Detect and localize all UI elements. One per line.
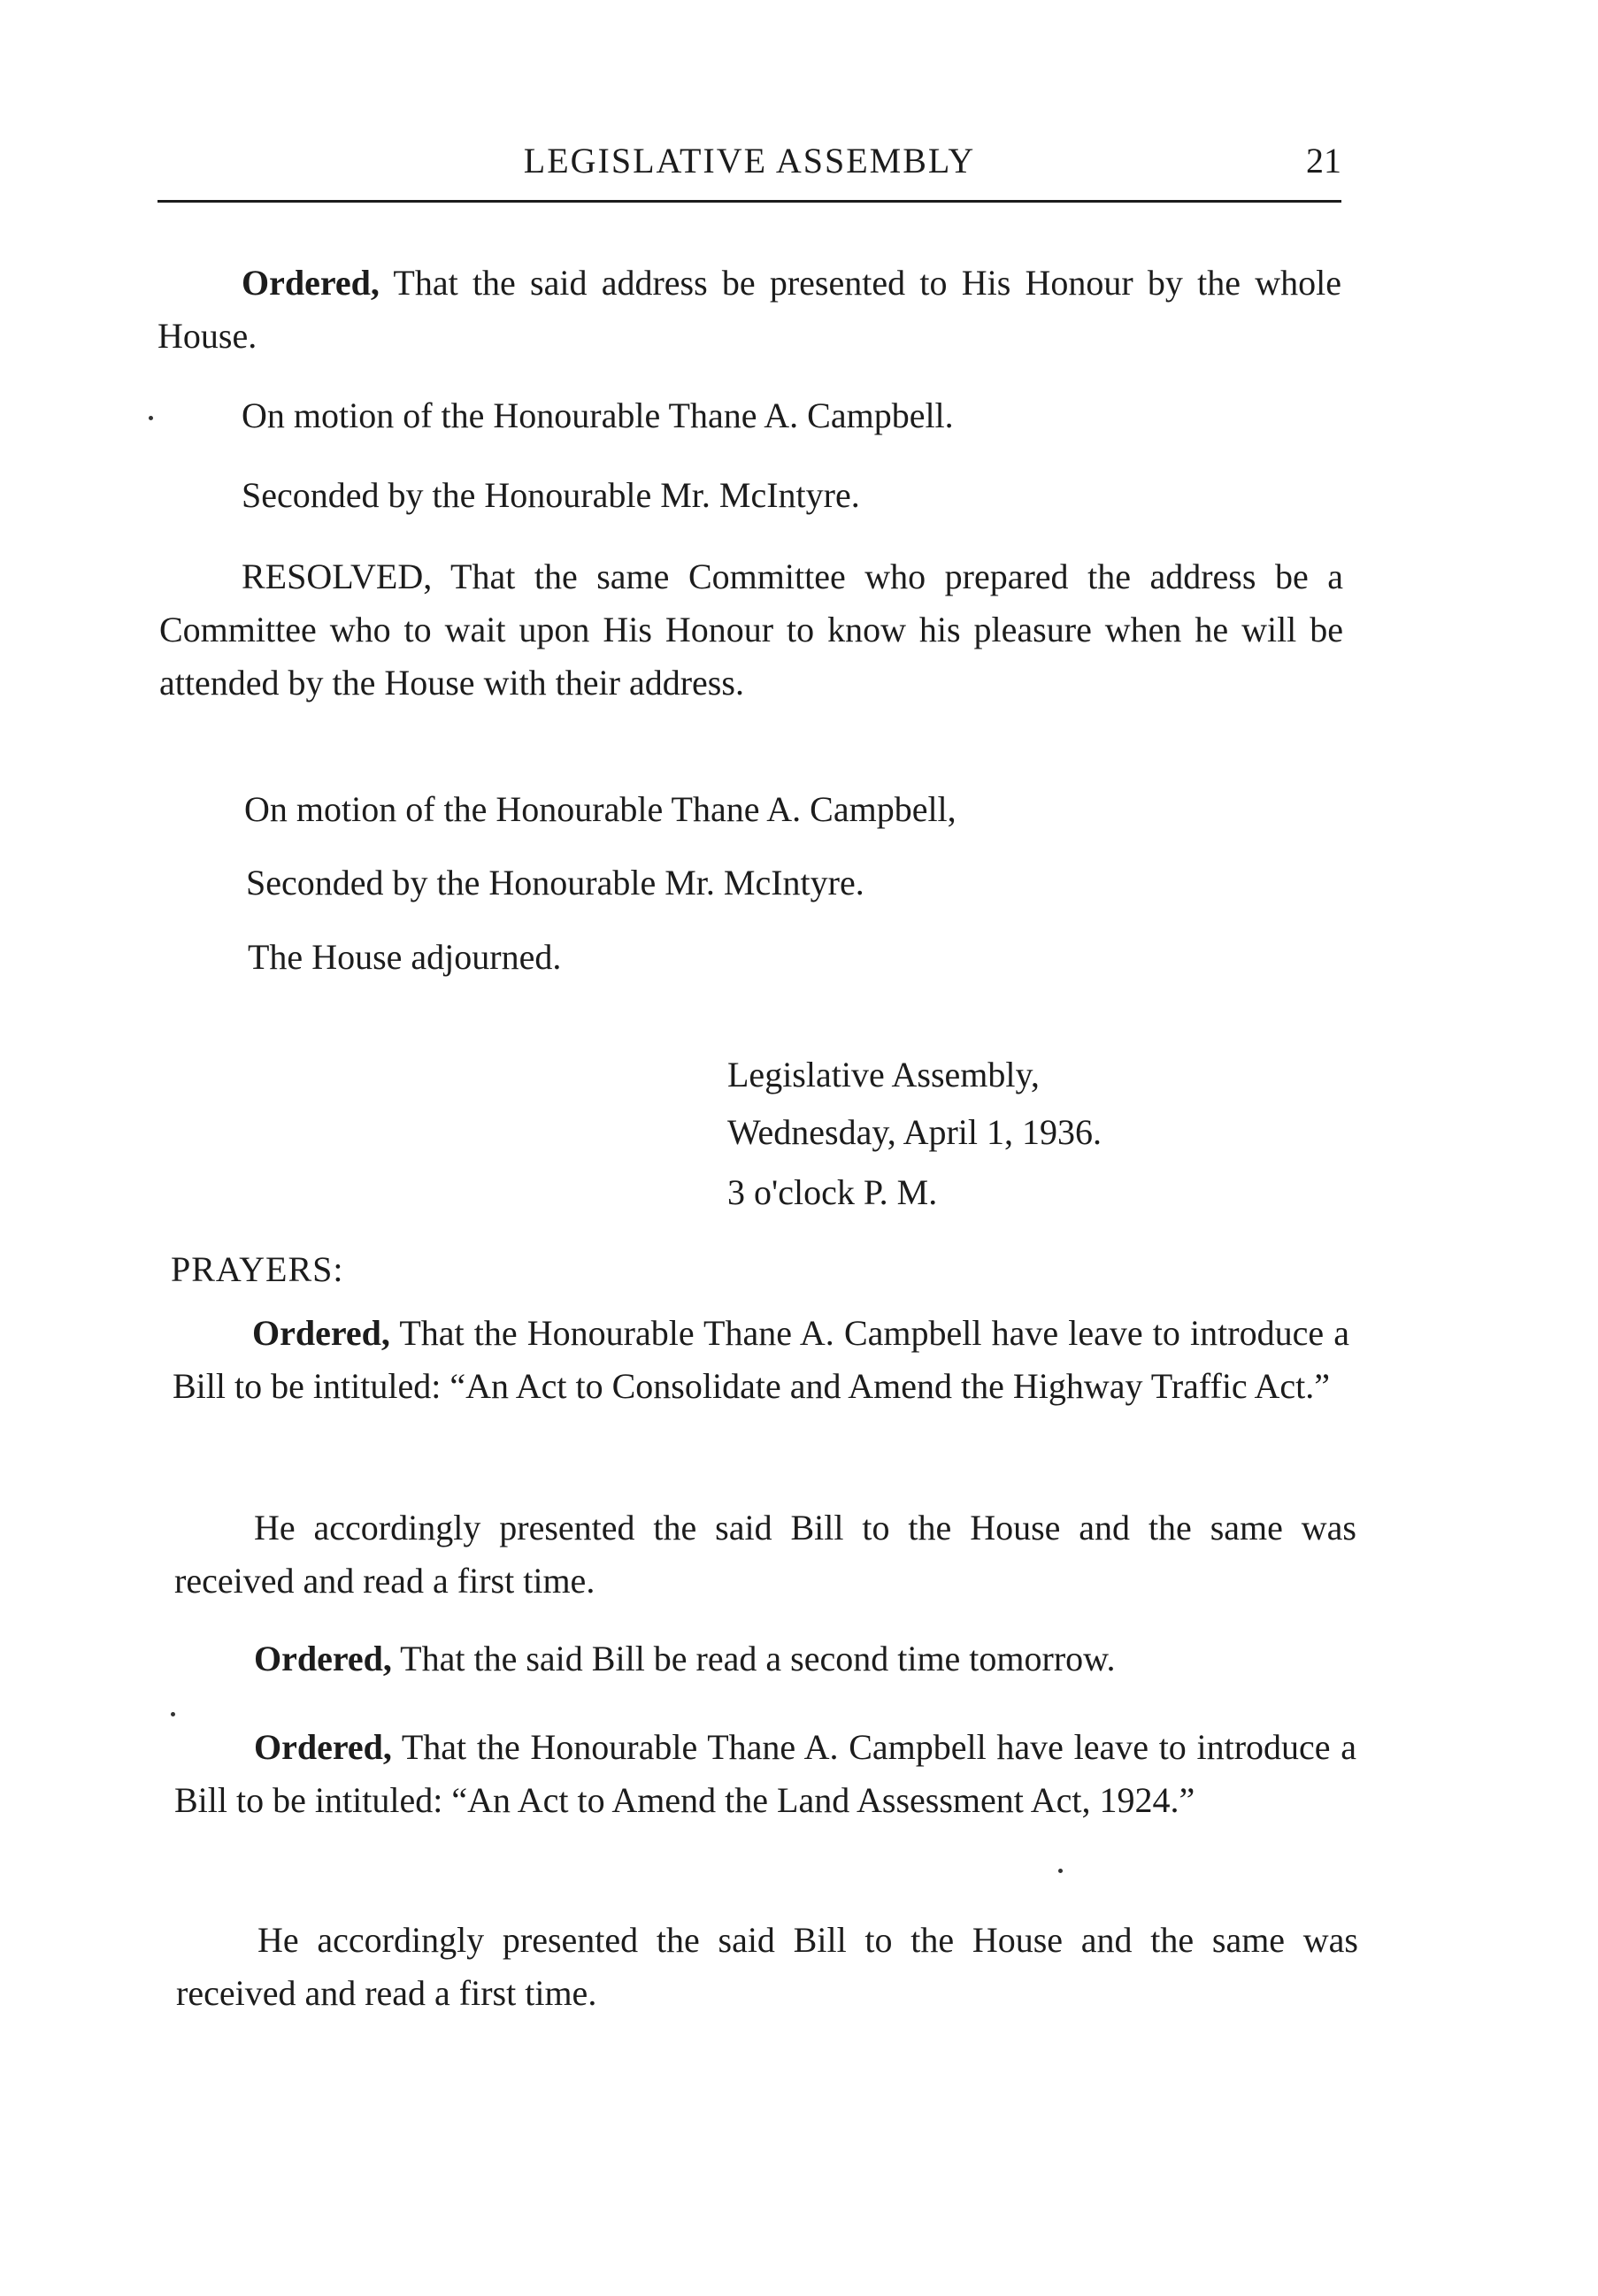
paragraph-text: That the said Bill be read a second time tomorrow. (391, 1639, 1116, 1678)
dateline-assembly: Legislative Assembly, (727, 1055, 1040, 1094)
adjourned-line: The House adjourned. (248, 937, 562, 977)
paragraph-ordered-bill-1 (173, 1307, 1349, 1413)
paragraph-presented-2: He accordingly presented the said Bill to the House and the same was received and read a first time. (176, 1920, 1358, 2013)
ordered-lead: Ordered, (254, 1639, 392, 1678)
prayers-heading: PRAYERS: (171, 1249, 344, 1289)
speck-mark (1058, 1869, 1063, 1873)
seconded-line-2: Seconded by the Honourable Mr. McIntyre. (246, 863, 864, 902)
speck-mark (149, 416, 153, 420)
seconded-line: Seconded by the Honourable Mr. McIntyre. (242, 475, 860, 515)
dateline-time: 3 o'clock P. M. (727, 1172, 938, 1212)
paragraph-ordered-address (157, 257, 1341, 363)
motion-line-2: On motion of the Honourable Thane A. Campbell, (244, 789, 956, 829)
running-title: LEGISLATIVE ASSEMBLY (523, 141, 976, 180)
motion-line: On motion of the Honourable Thane A. Campbell. (242, 395, 954, 435)
paragraph-text: That the Honourable Thane A. Campbell have leave to introduce a Bill to be intituled: “An Act to Consolidate and Amend the Highway Traffic Act.” (173, 1313, 1349, 1406)
header-rule (157, 200, 1341, 203)
paragraph-text: That the Honourable Thane A. Campbell have leave to introduce a Bill to be intituled: “An Act to Amend the Land Assessment Act, 1924.” (174, 1727, 1356, 1820)
ordered-lead: Ordered, (252, 1313, 390, 1353)
running-header (157, 133, 1341, 186)
paragraph-resolved: RESOLVED, That the same Committee who prepared the address be a Committee who to wait upon His Honour to know his pleasure when he will be attended by the House with their address. (159, 557, 1343, 703)
paragraph-ordered-second-reading (254, 1632, 1356, 1686)
paragraph-ordered-bill-2 (174, 1721, 1356, 1827)
ordered-lead: Ordered, (242, 263, 380, 303)
paragraph-text: That the said address be presented to His Honour by the whole House. (157, 263, 1341, 356)
page-number: 21 (1306, 141, 1341, 180)
paragraph-presented-1: He accordingly presented the said Bill to the House and the same was received and read a first time. (174, 1508, 1356, 1601)
ordered-lead: Ordered, (254, 1727, 392, 1767)
dateline-date: Wednesday, April 1, 1936. (727, 1112, 1102, 1152)
speck-mark (171, 1712, 175, 1716)
